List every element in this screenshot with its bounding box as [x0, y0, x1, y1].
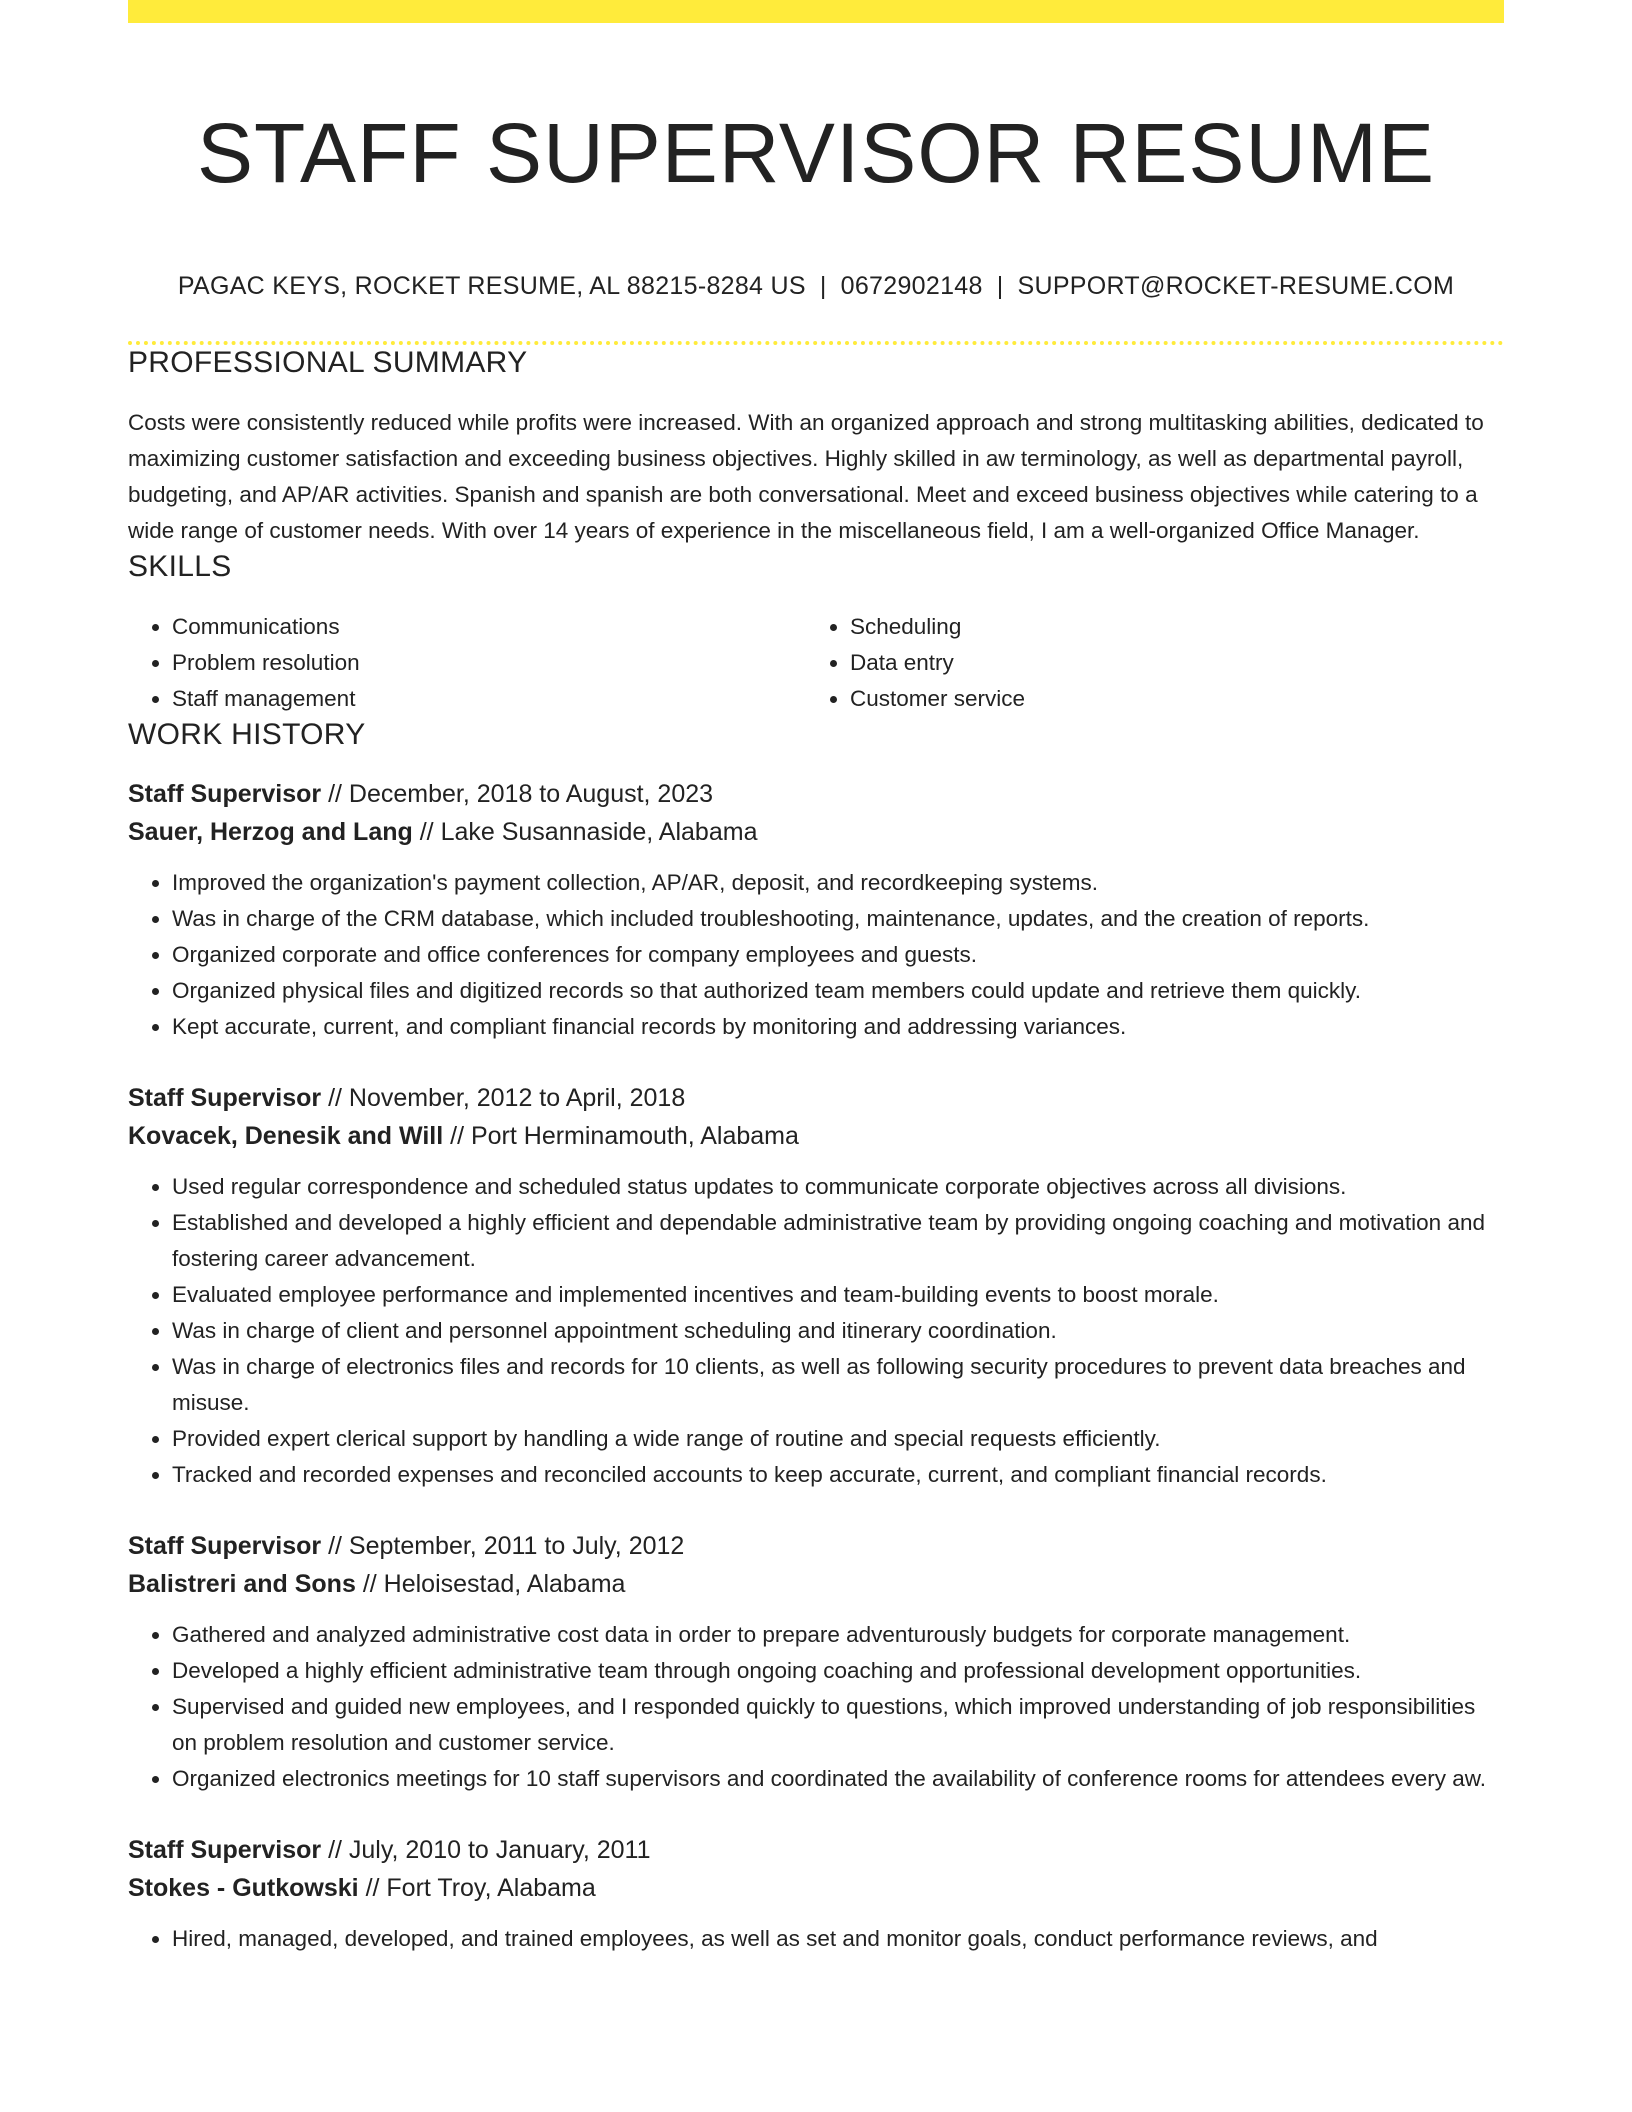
- skill-item: • Problem resolution: [172, 645, 806, 681]
- skill-item: • Customer service: [850, 681, 1484, 717]
- job-bullet: • Organized physical files and digitized records so that authorized team members could update and retrieve them quickly.: [172, 973, 1504, 1009]
- job-bullets: [128, 1617, 1504, 1797]
- skills-list-left: [128, 609, 806, 717]
- job-title: Staff Supervisor: [128, 1532, 322, 1560]
- job-title: Staff Supervisor: [128, 780, 322, 808]
- section-heading-work-history: WORK HISTORY: [128, 718, 366, 751]
- job-title-line: [128, 775, 1504, 813]
- job-company: Stokes - Gutkowski: [128, 1874, 359, 1902]
- skills-grid: [128, 609, 1504, 717]
- job-entry: [128, 1079, 1504, 1493]
- job-bullet: • Established and developed a highly efficient and dependable administrative team by providing ongoing coaching and motivation and fostering career advancement.: [172, 1205, 1504, 1277]
- job-bullets: [128, 1169, 1504, 1493]
- job-location: // Heloisestad, Alabama: [362, 1570, 626, 1598]
- job-bullet: • Was in charge of the CRM database, which included troubleshooting, maintenance, updates, and the creation of reports.: [172, 901, 1504, 937]
- job-bullet: • Was in charge of electronics files and records for 10 clients, as well as following security procedures to prevent data breaches and misuse.: [172, 1349, 1504, 1421]
- job-bullets: [128, 865, 1504, 1045]
- job-bullet: • Supervised and guided new employees, and I responded quickly to questions, which improved understanding of job responsibilities on problem resolution and customer service.: [172, 1689, 1504, 1761]
- skill-item: • Scheduling: [850, 609, 1484, 645]
- contact-phone: 0672902148: [840, 272, 983, 300]
- job-title-line: [128, 1831, 1504, 1869]
- section-heading-summary: PROFESSIONAL SUMMARY: [128, 346, 528, 379]
- skill-item: • Data entry: [850, 645, 1484, 681]
- job-entry: [128, 775, 1504, 1045]
- job-company: Kovacek, Denesik and Will: [128, 1122, 444, 1150]
- job-location: // Port Herminamouth, Alabama: [450, 1122, 799, 1150]
- job-bullet: • Organized electronics meetings for 10 staff supervisors and coordinated the availability of conference rooms for attendees every aw.: [172, 1761, 1504, 1797]
- job-dates: // September, 2011 to July, 2012: [328, 1532, 685, 1560]
- section-heading-skills: SKILLS: [128, 550, 232, 583]
- job-company: Balistreri and Sons: [128, 1570, 356, 1598]
- job-dates: // November, 2012 to April, 2018: [328, 1084, 686, 1112]
- accent-top-bar: [128, 0, 1504, 23]
- job-bullet: • Gathered and analyzed administrative cost data in order to prepare adventurously budgets for corporate management.: [172, 1617, 1504, 1653]
- contact-line: [128, 271, 1504, 301]
- job-bullet: • Hired, managed, developed, and trained employees, as well as set and monitor goals, conduct performance reviews, and: [172, 1921, 1504, 1957]
- contact-email[interactable]: SUPPORT@ROCKET-RESUME.COM: [1017, 272, 1455, 300]
- job-bullet: • Kept accurate, current, and compliant financial records by monitoring and addressing variances.: [172, 1009, 1504, 1045]
- job-bullet: • Improved the organization's payment collection, AP/AR, deposit, and recordkeeping systems.: [172, 865, 1504, 901]
- job-company-line: [128, 1869, 1504, 1907]
- job-bullet: • Used regular correspondence and scheduled status updates to communicate corporate objectives across all divisions.: [172, 1169, 1504, 1205]
- skill-item: • Communications: [172, 609, 806, 645]
- job-bullet: • Tracked and recorded expenses and reconciled accounts to keep accurate, current, and compliant financial records.: [172, 1457, 1504, 1493]
- skills-list-right: [806, 609, 1484, 717]
- job-dates: // July, 2010 to January, 2011: [328, 1836, 651, 1864]
- job-location: // Fort Troy, Alabama: [365, 1874, 596, 1902]
- job-company-line: [128, 813, 1504, 851]
- job-bullet: • Evaluated employee performance and implemented incentives and team-building events to boost morale.: [172, 1277, 1504, 1313]
- skill-item: • Staff management: [172, 681, 806, 717]
- job-location: // Lake Susannaside, Alabama: [419, 818, 758, 846]
- job-bullet: • Provided expert clerical support by handling a wide range of routine and special requests efficiently.: [172, 1421, 1504, 1457]
- contact-separator: |: [819, 272, 827, 300]
- job-bullet: • Developed a highly efficient administrative team through ongoing coaching and professional development opportunities.: [172, 1653, 1504, 1689]
- contact-separator: |: [996, 272, 1004, 300]
- job-entry: [128, 1831, 1504, 1957]
- resume-page: [128, 0, 1504, 1957]
- job-title: Staff Supervisor: [128, 1084, 322, 1112]
- summary-text: Costs were consistently reduced while profits were increased. With an organized approach and strong multitasking abilities, dedicated to maximizing customer satisfaction and exceeding business objectives. Highly skilled in aw terminology, as well as departmental payroll, budgeting, and AP/AR activities. Spanish and spanish are both conversational. Meet and exceed business objectives while catering to a wide range of customer needs. With over 14 years of experience in the miscellaneous field, I am a well-organized Office Manager.: [128, 410, 1484, 543]
- job-company-line: [128, 1117, 1504, 1155]
- job-company-line: [128, 1565, 1504, 1603]
- job-bullet: • Was in charge of client and personnel appointment scheduling and itinerary coordination.: [172, 1313, 1504, 1349]
- job-bullet: • Organized corporate and office conferences for company employees and guests.: [172, 937, 1504, 973]
- resume-title: STAFF SUPERVISOR RESUME: [196, 106, 1436, 200]
- contact-address: PAGAC KEYS, ROCKET RESUME, AL 88215-8284 US: [177, 272, 806, 300]
- job-entry: [128, 1527, 1504, 1797]
- job-bullets: [128, 1921, 1504, 1957]
- job-dates: // December, 2018 to August, 2023: [328, 780, 714, 808]
- job-title-line: [128, 1079, 1504, 1117]
- job-company: Sauer, Herzog and Lang: [128, 818, 413, 846]
- job-title-line: [128, 1527, 1504, 1565]
- job-title: Staff Supervisor: [128, 1836, 322, 1864]
